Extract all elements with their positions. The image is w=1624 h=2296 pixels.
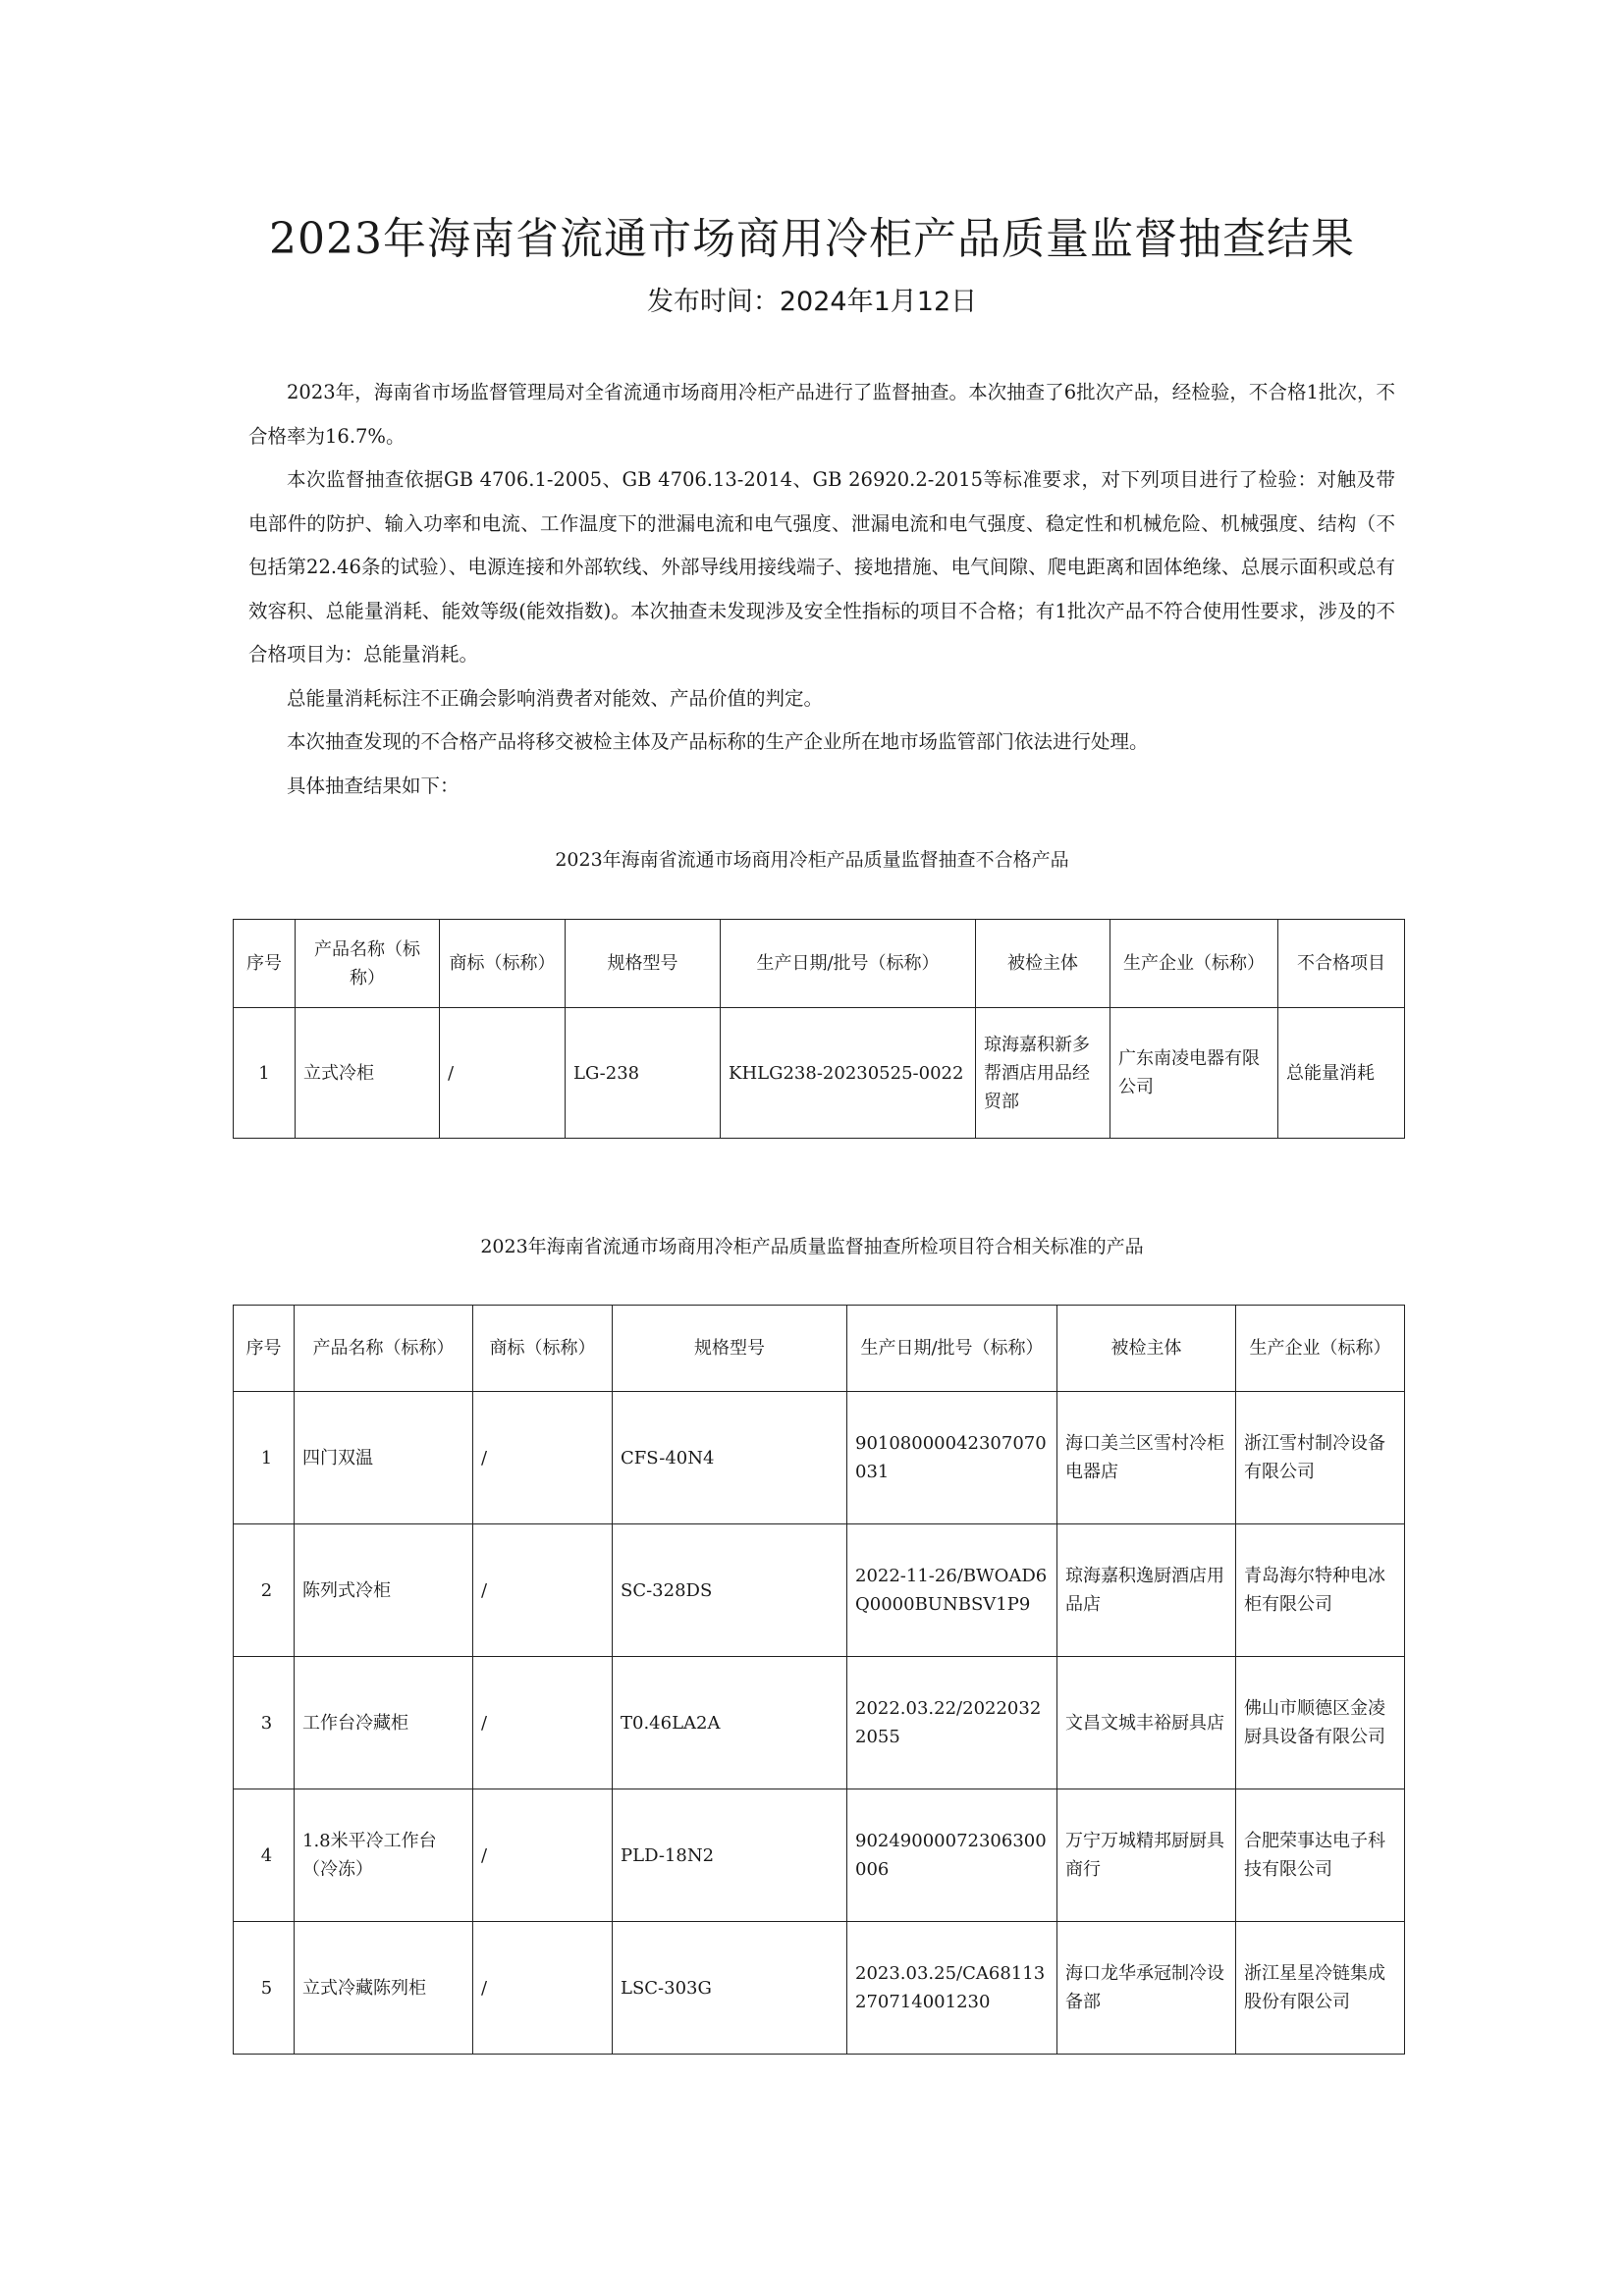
table-cell: 工作台冷藏柜 bbox=[295, 1657, 473, 1789]
table-cell: / bbox=[473, 1789, 613, 1922]
table-cell: 广东南凌电器有限公司 bbox=[1110, 1008, 1278, 1139]
document-title: 2023年海南省流通市场商用冷柜产品质量监督抽查结果 bbox=[269, 214, 1355, 264]
table-cell: / bbox=[440, 1008, 566, 1139]
column-header: 商标（标称） bbox=[473, 1306, 613, 1392]
column-header: 生产企业（标称） bbox=[1236, 1306, 1405, 1392]
table-cell: 琼海嘉积新多帮酒店用品经贸部 bbox=[976, 1008, 1110, 1139]
table-header-row bbox=[234, 920, 1405, 1008]
column-header: 生产日期/批号（标称） bbox=[847, 1306, 1057, 1392]
table-row bbox=[234, 1392, 1405, 1524]
table-cell: 浙江星星冷链集成股份有限公司 bbox=[1236, 1922, 1405, 2055]
column-header: 序号 bbox=[234, 920, 296, 1008]
table-cell: 立式冷柜 bbox=[296, 1008, 440, 1139]
publish-date: 发布时间：2024年1月12日 bbox=[646, 287, 978, 317]
table-cell: 4 bbox=[234, 1789, 295, 1922]
unqualified-table-caption: 2023年海南省流通市场商用冷柜产品质量监督抽查不合格产品 bbox=[555, 849, 1069, 871]
table-cell: SC-328DS bbox=[613, 1524, 847, 1657]
paragraph-impact: 总能量消耗标注不正确会影响消费者对能效、产品价值的判定。 bbox=[287, 686, 824, 710]
table-cell: PLD-18N2 bbox=[613, 1789, 847, 1922]
document-body bbox=[248, 371, 1395, 808]
column-header: 生产企业（标称） bbox=[1110, 920, 1278, 1008]
table-cell: 1.8米平冷工作台（冷冻） bbox=[295, 1789, 473, 1922]
table-cell: / bbox=[473, 1922, 613, 2055]
table-cell: 2022-11-26/BWOAD6Q0000BUNBSV1P9 bbox=[847, 1524, 1057, 1657]
column-header: 序号 bbox=[234, 1306, 295, 1392]
table-cell: 3 bbox=[234, 1657, 295, 1789]
qualified-products-table bbox=[233, 1305, 1405, 2055]
table-cell: 1 bbox=[234, 1008, 296, 1139]
table-row bbox=[234, 1524, 1405, 1657]
table-cell: T0.46LA2A bbox=[613, 1657, 847, 1789]
table-cell: 90108000042307070031 bbox=[847, 1392, 1057, 1524]
column-header: 商标（标称） bbox=[440, 920, 566, 1008]
table-row bbox=[234, 1922, 1405, 2055]
column-header: 被检主体 bbox=[1057, 1306, 1236, 1392]
column-header: 被检主体 bbox=[976, 920, 1110, 1008]
table-cell: 四门双温 bbox=[295, 1392, 473, 1524]
paragraph-standards: 本次监督抽查依据GB 4706.1-2005、GB 4706.13-2014、GB 26920.2-2015等标准要求，对下列项目进行了检验：对触及带电部件的防护、输入功率和电流、工作温度下的泄漏电流和电气强度、泄漏电流和电气强度、稳定性和机械危险、机械强度、结构（不包括第22.46条的试验）、电源连接和外部软线、外部导线用接线端子、接地措施、电气间隙、爬电距离和固体绝缘、总展示面积或总有效容积、总能量消耗、能效等级(能效指数)。本次抽查未发现涉及安全性指标的项目不合格；有1批次产品不符合使用性要求，涉及的不合格项目为：总能量消耗。 bbox=[248, 468, 1395, 666]
table-cell: 海口美兰区雪村冷柜电器店 bbox=[1057, 1392, 1236, 1524]
paragraph-results-intro: 具体抽查结果如下： bbox=[287, 774, 460, 797]
table-cell: 陈列式冷柜 bbox=[295, 1524, 473, 1657]
column-header: 不合格项目 bbox=[1278, 920, 1405, 1008]
column-header: 产品名称（标称） bbox=[296, 920, 440, 1008]
table-cell: LSC-303G bbox=[613, 1922, 847, 2055]
table-cell: 海口龙华承冠制冷设备部 bbox=[1057, 1922, 1236, 2055]
table-cell: 佛山市顺德区金凌厨具设备有限公司 bbox=[1236, 1657, 1405, 1789]
table-cell: 万宁万城精邦厨厨具商行 bbox=[1057, 1789, 1236, 1922]
table-cell: 浙江雪村制冷设备有限公司 bbox=[1236, 1392, 1405, 1524]
table-cell: 2 bbox=[234, 1524, 295, 1657]
table-cell: 1 bbox=[234, 1392, 295, 1524]
qualified-table-caption: 2023年海南省流通市场商用冷柜产品质量监督抽查所检项目符合相关标准的产品 bbox=[480, 1236, 1144, 1257]
table-cell: 90249000072306300006 bbox=[847, 1789, 1057, 1922]
table-cell: / bbox=[473, 1524, 613, 1657]
table-cell: KHLG238-20230525-0022 bbox=[721, 1008, 976, 1139]
table-cell: 文昌文城丰裕厨具店 bbox=[1057, 1657, 1236, 1789]
table-cell: 总能量消耗 bbox=[1278, 1008, 1405, 1139]
table-cell: 合肥荣事达电子科技有限公司 bbox=[1236, 1789, 1405, 1922]
table-cell: LG-238 bbox=[566, 1008, 721, 1139]
paragraph-handling: 本次抽查发现的不合格产品将移交被检主体及产品标称的生产企业所在地市场监管部门依法进行处理。 bbox=[287, 730, 1149, 753]
table-row bbox=[234, 1657, 1405, 1789]
table-row bbox=[234, 1789, 1405, 1922]
column-header: 规格型号 bbox=[566, 920, 721, 1008]
table-cell: 2023.03.25/CA68113270714001230 bbox=[847, 1922, 1057, 2055]
unqualified-products-table bbox=[233, 919, 1405, 1139]
column-header: 规格型号 bbox=[613, 1306, 847, 1392]
paragraph-intro: 2023年，海南省市场监督管理局对全省流通市场商用冷柜产品进行了监督抽查。本次抽查了6批次产品，经检验，不合格1批次，不合格率为16.7%。 bbox=[248, 381, 1395, 448]
table-cell: 琼海嘉积逸厨酒店用品店 bbox=[1057, 1524, 1236, 1657]
column-header: 生产日期/批号（标称） bbox=[721, 920, 976, 1008]
table-header-row bbox=[234, 1306, 1405, 1392]
table-cell: 立式冷藏陈列柜 bbox=[295, 1922, 473, 2055]
table-cell: CFS-40N4 bbox=[613, 1392, 847, 1524]
table-cell: 2022.03.22/20220322055 bbox=[847, 1657, 1057, 1789]
table-cell: / bbox=[473, 1392, 613, 1524]
table-cell: 5 bbox=[234, 1922, 295, 2055]
table-cell: 青岛海尔特种电冰柜有限公司 bbox=[1236, 1524, 1405, 1657]
column-header: 产品名称（标称） bbox=[295, 1306, 473, 1392]
table-row bbox=[234, 1008, 1405, 1139]
table-cell: / bbox=[473, 1657, 613, 1789]
